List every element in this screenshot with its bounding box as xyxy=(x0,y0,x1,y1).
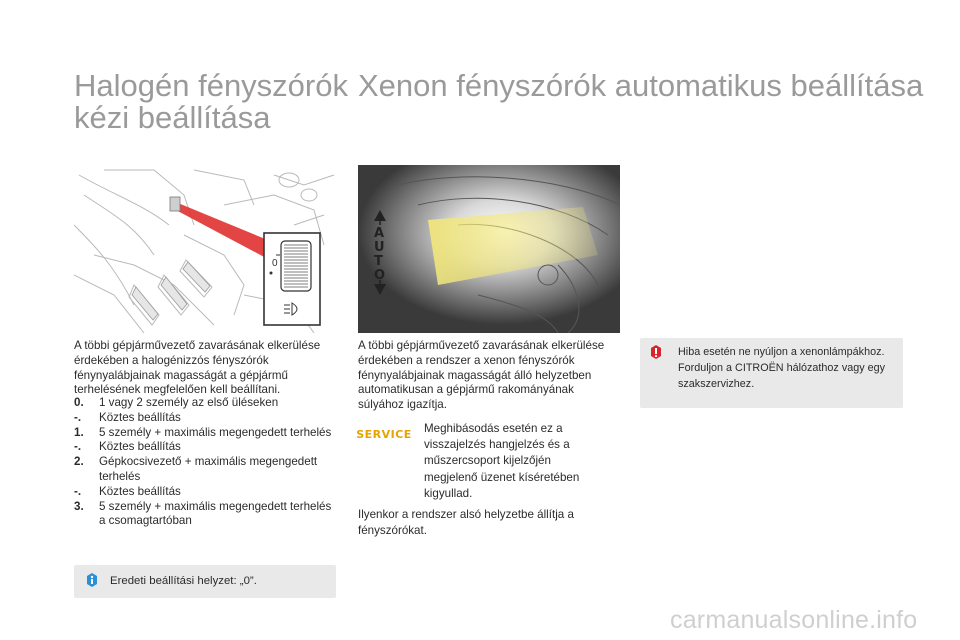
xenon-intro-text: A többi gépjárművezető zavarásának elkerülése érdekében a rendszer a xenon fényszórók fénynyalábjainak magasságát álló helyzetben automatikusan a gépjármű rakományának súlyához igazítja. xyxy=(358,339,605,412)
warning-note-text: Hiba esetén ne nyúljon a xenonlámpákhoz. Forduljon a CITROËN hálózathoz vagy egy szakszervizhez. xyxy=(678,346,886,390)
heading-halogen-line2: kézi beállítása xyxy=(74,100,271,135)
list-item xyxy=(74,455,339,485)
step-text: 5 személy + maximális megengedett terhelés a csomagtartóban xyxy=(99,499,332,528)
step-key: -. xyxy=(74,440,82,454)
heading-xenon: Xenon fényszórók automatikus beállítása xyxy=(358,68,924,103)
step-text: Köztes beállítás xyxy=(99,410,181,424)
auto-letter: O xyxy=(374,268,386,283)
list-item xyxy=(74,485,339,500)
halogen-steps-list xyxy=(74,396,339,529)
dial-zero-label: 0 xyxy=(272,258,278,269)
step-key: -. xyxy=(74,484,82,498)
step-text: Gépkocsivezető + maximális megengedett terhelés xyxy=(99,455,318,483)
service-warning-icon: SERVICE xyxy=(356,427,412,441)
heading-halogen xyxy=(74,70,354,134)
list-item xyxy=(74,440,339,455)
dashboard-dial-illustration xyxy=(74,165,337,333)
step-key: -. xyxy=(74,410,82,424)
step-key: 3. xyxy=(74,499,84,513)
list-item xyxy=(74,500,339,530)
watermark: carmanualsonline.info xyxy=(670,606,918,634)
xenon-fallback-text: Ilyenkor a rendszer alsó helyzetbe állítja a fényszórókat. xyxy=(358,508,574,537)
xenon-headlight-illustration xyxy=(358,165,620,333)
step-key: 2. xyxy=(74,455,84,469)
service-description-text: Meghibásodás esetén ez a visszajelzés hangjelzés és a műszercsoport kijelzőjén megjelenő üzenet kíséretében kigyullad. xyxy=(424,422,580,500)
list-item xyxy=(74,411,339,426)
list-item xyxy=(74,396,339,411)
halogen-intro-text: A többi gépjárművezető zavarásának elkerülése érdekében a halogénizzós fényszórók fénynyalábjainak magasságát a gépjármű terhelésének megfelelően kell beállítani. xyxy=(74,339,321,397)
warning-icon xyxy=(648,344,664,360)
step-key: 0. xyxy=(74,396,84,409)
auto-letter: T xyxy=(374,254,383,269)
info-icon xyxy=(84,572,100,588)
step-key: 1. xyxy=(74,425,84,439)
heading-halogen-line1: Halogén fényszórók xyxy=(74,68,348,103)
info-note-text: Eredeti beállítási helyzet: „0”. xyxy=(110,575,257,587)
step-text: 1 vagy 2 személy az első üléseken xyxy=(99,396,279,409)
step-text: Köztes beállítás xyxy=(99,440,181,454)
auto-letter: U xyxy=(374,240,385,255)
step-text: 5 személy + maximális megengedett terhelés xyxy=(99,425,332,439)
list-item xyxy=(74,426,339,441)
auto-letter: A xyxy=(374,226,385,241)
step-text: Köztes beállítás xyxy=(99,484,181,498)
